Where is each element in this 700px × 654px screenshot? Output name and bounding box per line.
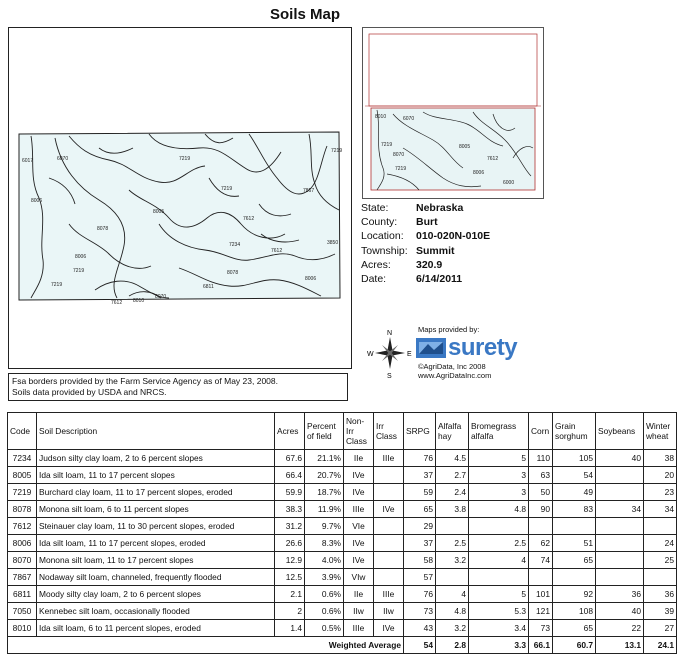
map-label: 3850 [327, 240, 339, 246]
cell-corn: 101 [529, 586, 553, 603]
col-corn: Corn [529, 413, 553, 450]
cell-srpg: 76 [404, 450, 436, 467]
cell-srpg: 57 [404, 569, 436, 586]
cell-acres: 38.3 [275, 501, 305, 518]
cell-irr-class: IIw [374, 603, 404, 620]
cell-corn: 63 [529, 467, 553, 484]
cell-non-irr-class: VIw [344, 569, 374, 586]
cell-alfalfa-hay: 4.5 [436, 450, 469, 467]
cell-soybeans: 34 [596, 501, 644, 518]
cell-bromegrass-alfalfa: 3 [469, 484, 529, 501]
cell-acres: 26.6 [275, 535, 305, 552]
cell-winter-wheat: 34 [644, 501, 677, 518]
cell-irr-class: IIIe [374, 586, 404, 603]
cell-grain-sorghum: 108 [553, 603, 596, 620]
cell-non-irr-class: IVe [344, 467, 374, 484]
cell-bromegrass-alfalfa: 4 [469, 552, 529, 569]
mini-map-label: 7219 [395, 166, 407, 172]
avg-winter-wheat: 24.1 [644, 637, 677, 654]
cell-srpg: 43 [404, 620, 436, 637]
cell-winter-wheat: 24 [644, 535, 677, 552]
cell-soybeans [596, 518, 644, 535]
cell-percent: 8.3% [305, 535, 344, 552]
cell-soybeans [596, 535, 644, 552]
col-srpg: SRPG [404, 413, 436, 450]
cell-soybeans: 40 [596, 603, 644, 620]
section-outline [369, 34, 537, 106]
cell-percent: 9.7% [305, 518, 344, 535]
avg-bromegrass: 3.3 [469, 637, 529, 654]
cell-non-irr-class: IIIe [344, 501, 374, 518]
cell-irr-class [374, 467, 404, 484]
cell-non-irr-class: IIIe [344, 620, 374, 637]
col-grain-sorghum: Grain sorghum [553, 413, 596, 450]
cell-srpg: 65 [404, 501, 436, 518]
map-label: 7612 [243, 216, 255, 222]
cell-code: 8005 [8, 467, 37, 484]
cell-irr-class [374, 518, 404, 535]
cell-acres: 66.4 [275, 467, 305, 484]
cell-irr-class: IIIe [374, 450, 404, 467]
cell-winter-wheat: 25 [644, 552, 677, 569]
soils-note-line: Soils data provided by USDA and NRCS. [12, 387, 167, 397]
credits [418, 362, 491, 380]
avg-soybeans: 13.1 [596, 637, 644, 654]
data-source-note [8, 373, 348, 401]
cell-corn [529, 569, 553, 586]
col-code: Code [8, 413, 37, 450]
cell-corn: 110 [529, 450, 553, 467]
map-label: 6811 [203, 284, 214, 290]
cell-soil-description: Ida silt loam, 11 to 17 percent slopes, eroded [37, 535, 275, 552]
map-label: 8010 [133, 298, 145, 304]
cell-grain-sorghum: 51 [553, 535, 596, 552]
map-label: 7219 [179, 156, 191, 162]
soils-map-drawing [9, 28, 351, 368]
cell-grain-sorghum: 105 [553, 450, 596, 467]
cell-corn: 62 [529, 535, 553, 552]
cell-bromegrass-alfalfa [469, 569, 529, 586]
cell-winter-wheat [644, 569, 677, 586]
cell-percent: 0.6% [305, 603, 344, 620]
weighted-average-label: Weighted Average [8, 637, 404, 654]
avg-alfalfa: 2.8 [436, 637, 469, 654]
map-label: 7219 [221, 186, 233, 192]
township-label: Township: [361, 244, 408, 257]
map-label: 7219 [331, 148, 343, 154]
cell-alfalfa-hay: 3.2 [436, 552, 469, 569]
county-label: County: [361, 216, 398, 229]
cell-alfalfa-hay: 2.7 [436, 467, 469, 484]
map-label: 8005 [153, 209, 165, 215]
map-label: 8006 [31, 198, 43, 204]
cell-irr-class [374, 535, 404, 552]
copyright-text: ©AgriData, Inc 2008 [418, 362, 486, 371]
cell-code: 6811 [8, 586, 37, 603]
cell-acres: 31.2 [275, 518, 305, 535]
table-row [8, 501, 677, 518]
acres-label: Acres: [361, 258, 391, 271]
cell-winter-wheat: 36 [644, 586, 677, 603]
table-row [8, 620, 677, 637]
cell-soybeans [596, 484, 644, 501]
township-value: Summit [416, 244, 455, 257]
cell-irr-class: IVe [374, 501, 404, 518]
cell-soil-description: Monona silt loam, 11 to 17 percent slopes [37, 552, 275, 569]
mini-map-label: 8006 [473, 170, 485, 176]
fsa-note-line: Fsa borders provided by the Farm Service Agency as of May 23, 2008. [12, 376, 278, 386]
cell-grain-sorghum: 65 [553, 620, 596, 637]
mini-map-label: 6070 [403, 116, 415, 122]
cell-non-irr-class: IVe [344, 484, 374, 501]
cell-acres: 12.5 [275, 569, 305, 586]
cell-acres: 67.6 [275, 450, 305, 467]
col-soil-description: Soil Description [37, 413, 275, 450]
county-value: Burt [416, 216, 438, 229]
cell-soil-description: Ida silt loam, 11 to 17 percent slopes [37, 467, 275, 484]
cell-winter-wheat: 27 [644, 620, 677, 637]
cell-soil-description: Ida silt loam, 6 to 11 percent slopes, eroded [37, 620, 275, 637]
cell-non-irr-class: IVe [344, 552, 374, 569]
mini-map-label: 8005 [459, 144, 471, 150]
cell-code: 8070 [8, 552, 37, 569]
cell-percent: 18.7% [305, 484, 344, 501]
col-winter-wheat: Winter wheat [644, 413, 677, 450]
cell-alfalfa-hay: 3.8 [436, 501, 469, 518]
soils-table [7, 412, 677, 654]
cell-non-irr-class: VIe [344, 518, 374, 535]
compass-w: W [367, 351, 374, 358]
soils-map[interactable] [8, 27, 352, 369]
cell-winter-wheat: 38 [644, 450, 677, 467]
cell-code: 8078 [8, 501, 37, 518]
cell-soybeans: 40 [596, 450, 644, 467]
col-soybeans: Soybeans [596, 413, 644, 450]
cell-corn: 74 [529, 552, 553, 569]
compass-e: E [407, 351, 412, 358]
table-row [8, 467, 677, 484]
cell-non-irr-class: IIe [344, 586, 374, 603]
cell-bromegrass-alfalfa: 4.8 [469, 501, 529, 518]
mini-map-label: 8070 [393, 152, 405, 158]
cell-percent: 20.7% [305, 467, 344, 484]
website-link[interactable]: www.AgriDataInc.com [418, 371, 492, 380]
cell-soil-description: Judson silty clay loam, 2 to 6 percent slopes [37, 450, 275, 467]
state-label: State: [361, 202, 389, 214]
cell-percent: 3.9% [305, 569, 344, 586]
cell-corn: 90 [529, 501, 553, 518]
map-label: 7219 [73, 268, 85, 274]
avg-srpg: 54 [404, 637, 436, 654]
weighted-average-row [8, 637, 677, 654]
cell-soil-description: Monona silt loam, 6 to 11 percent slopes [37, 501, 275, 518]
col-bromegrass-alfalfa: Bromegrass alfalfa [469, 413, 529, 450]
page-title: Soils Map [269, 6, 340, 23]
cell-non-irr-class: IIe [344, 450, 374, 467]
date-value: 6/14/2011 [416, 273, 463, 286]
cell-grain-sorghum [553, 569, 596, 586]
cell-winter-wheat [644, 518, 677, 535]
col-percent-of-field: Percent of field [305, 413, 344, 450]
cell-percent: 0.6% [305, 586, 344, 603]
cell-percent: 11.9% [305, 501, 344, 518]
table-row [8, 484, 677, 501]
location-map-drawing [363, 28, 543, 198]
cell-winter-wheat: 23 [644, 484, 677, 501]
compass-rose-icon [367, 327, 413, 379]
location-value: 010-020N-010E [416, 230, 491, 243]
cell-srpg: 73 [404, 603, 436, 620]
location-map[interactable] [362, 27, 544, 199]
cell-alfalfa-hay [436, 569, 469, 586]
map-label: 8078 [227, 270, 239, 276]
col-non-irr-class: Non- Irr Class [344, 413, 374, 450]
maps-provided-by: Maps provided by: [418, 325, 480, 334]
cell-acres: 2.1 [275, 586, 305, 603]
avg-grain-sorghum: 60.7 [553, 637, 596, 654]
cell-alfalfa-hay: 3.2 [436, 620, 469, 637]
acres-value: 320.9 [416, 258, 443, 271]
cell-soybeans [596, 552, 644, 569]
map-label: 8078 [97, 226, 109, 232]
cell-bromegrass-alfalfa: 2.5 [469, 535, 529, 552]
col-irr-class: Irr Class [374, 413, 404, 450]
cell-corn: 73 [529, 620, 553, 637]
cell-bromegrass-alfalfa [469, 518, 529, 535]
col-acres: Acres [275, 413, 305, 450]
map-label: 7234 [229, 242, 241, 248]
cell-irr-class [374, 484, 404, 501]
cell-non-irr-class: IIw [344, 603, 374, 620]
cell-srpg: 37 [404, 467, 436, 484]
cell-code: 7234 [8, 450, 37, 467]
cell-percent: 21.1% [305, 450, 344, 467]
cell-irr-class [374, 552, 404, 569]
map-label: 7867 [303, 188, 315, 194]
cell-bromegrass-alfalfa: 3 [469, 467, 529, 484]
location-label: Location: [361, 230, 404, 243]
cell-code: 7050 [8, 603, 37, 620]
map-label: 8070 [155, 294, 167, 300]
cell-bromegrass-alfalfa: 5.3 [469, 603, 529, 620]
compass-s: S [387, 373, 392, 379]
avg-corn: 66.1 [529, 637, 553, 654]
compass-n: N [387, 330, 393, 337]
cell-srpg: 37 [404, 535, 436, 552]
cell-grain-sorghum: 83 [553, 501, 596, 518]
cell-grain-sorghum: 49 [553, 484, 596, 501]
map-label: 8006 [305, 276, 317, 282]
cell-code: 7219 [8, 484, 37, 501]
cell-percent: 0.5% [305, 620, 344, 637]
table-row [8, 586, 677, 603]
cell-acres: 1.4 [275, 620, 305, 637]
table-row [8, 569, 677, 586]
cell-alfalfa-hay [436, 518, 469, 535]
cell-acres: 12.9 [275, 552, 305, 569]
table-row [8, 552, 677, 569]
table-row [8, 603, 677, 620]
cell-grain-sorghum: 54 [553, 467, 596, 484]
cell-srpg: 29 [404, 518, 436, 535]
mini-map-label: 6000 [503, 180, 515, 186]
cell-grain-sorghum: 92 [553, 586, 596, 603]
cell-soybeans [596, 467, 644, 484]
map-label: 7219 [51, 282, 63, 288]
cell-soil-description: Burchard clay loam, 11 to 17 percent slopes, eroded [37, 484, 275, 501]
table-header-row [8, 413, 677, 450]
cell-alfalfa-hay: 2.4 [436, 484, 469, 501]
location-info [361, 201, 490, 286]
state-value: Nebraska [416, 202, 464, 214]
cell-grain-sorghum: 65 [553, 552, 596, 569]
cell-corn: 50 [529, 484, 553, 501]
cell-bromegrass-alfalfa: 5 [469, 586, 529, 603]
cell-alfalfa-hay: 4 [436, 586, 469, 603]
map-label: 6017 [22, 158, 34, 164]
map-label: 7612 [271, 248, 283, 254]
cell-soybeans: 36 [596, 586, 644, 603]
cell-percent: 4.0% [305, 552, 344, 569]
table-row [8, 518, 677, 535]
cell-bromegrass-alfalfa: 5 [469, 450, 529, 467]
cell-irr-class [374, 569, 404, 586]
cell-irr-class: IVe [374, 620, 404, 637]
cell-soybeans [596, 569, 644, 586]
cell-winter-wheat: 39 [644, 603, 677, 620]
cell-corn: 121 [529, 603, 553, 620]
cell-srpg: 58 [404, 552, 436, 569]
date-label: Date: [361, 273, 387, 286]
table-row [8, 450, 677, 467]
cell-soil-description: Steinauer clay loam, 11 to 30 percent slopes, eroded [37, 518, 275, 535]
col-alfalfa-hay: Alfalfa hay [436, 413, 469, 450]
mini-map-label: 7612 [487, 156, 499, 162]
cell-soybeans: 22 [596, 620, 644, 637]
map-label: 8006 [75, 254, 87, 260]
cell-alfalfa-hay: 4.8 [436, 603, 469, 620]
cell-alfalfa-hay: 2.5 [436, 535, 469, 552]
cell-grain-sorghum [553, 518, 596, 535]
cell-winter-wheat: 20 [644, 467, 677, 484]
cell-srpg: 76 [404, 586, 436, 603]
cell-srpg: 59 [404, 484, 436, 501]
cell-corn [529, 518, 553, 535]
cell-code: 8010 [8, 620, 37, 637]
cell-code: 7612 [8, 518, 37, 535]
cell-non-irr-class: IVe [344, 535, 374, 552]
mini-map-label: 8010 [375, 114, 387, 120]
cell-acres: 59.9 [275, 484, 305, 501]
map-label: 6070 [57, 156, 69, 162]
cell-bromegrass-alfalfa: 3.4 [469, 620, 529, 637]
cell-code: 7867 [8, 569, 37, 586]
cell-soil-description: Nodaway silt loam, channeled, frequently flooded [37, 569, 275, 586]
map-label: 7612 [111, 300, 123, 306]
table-row [8, 535, 677, 552]
cell-soil-description: Moody silty clay loam, 2 to 6 percent slopes [37, 586, 275, 603]
cell-soil-description: Kennebec silt loam, occasionally flooded [37, 603, 275, 620]
cell-acres: 2 [275, 603, 305, 620]
surety-logo-text: surety [448, 334, 518, 361]
cell-code: 8006 [8, 535, 37, 552]
mini-map-label: 7219 [381, 142, 393, 148]
